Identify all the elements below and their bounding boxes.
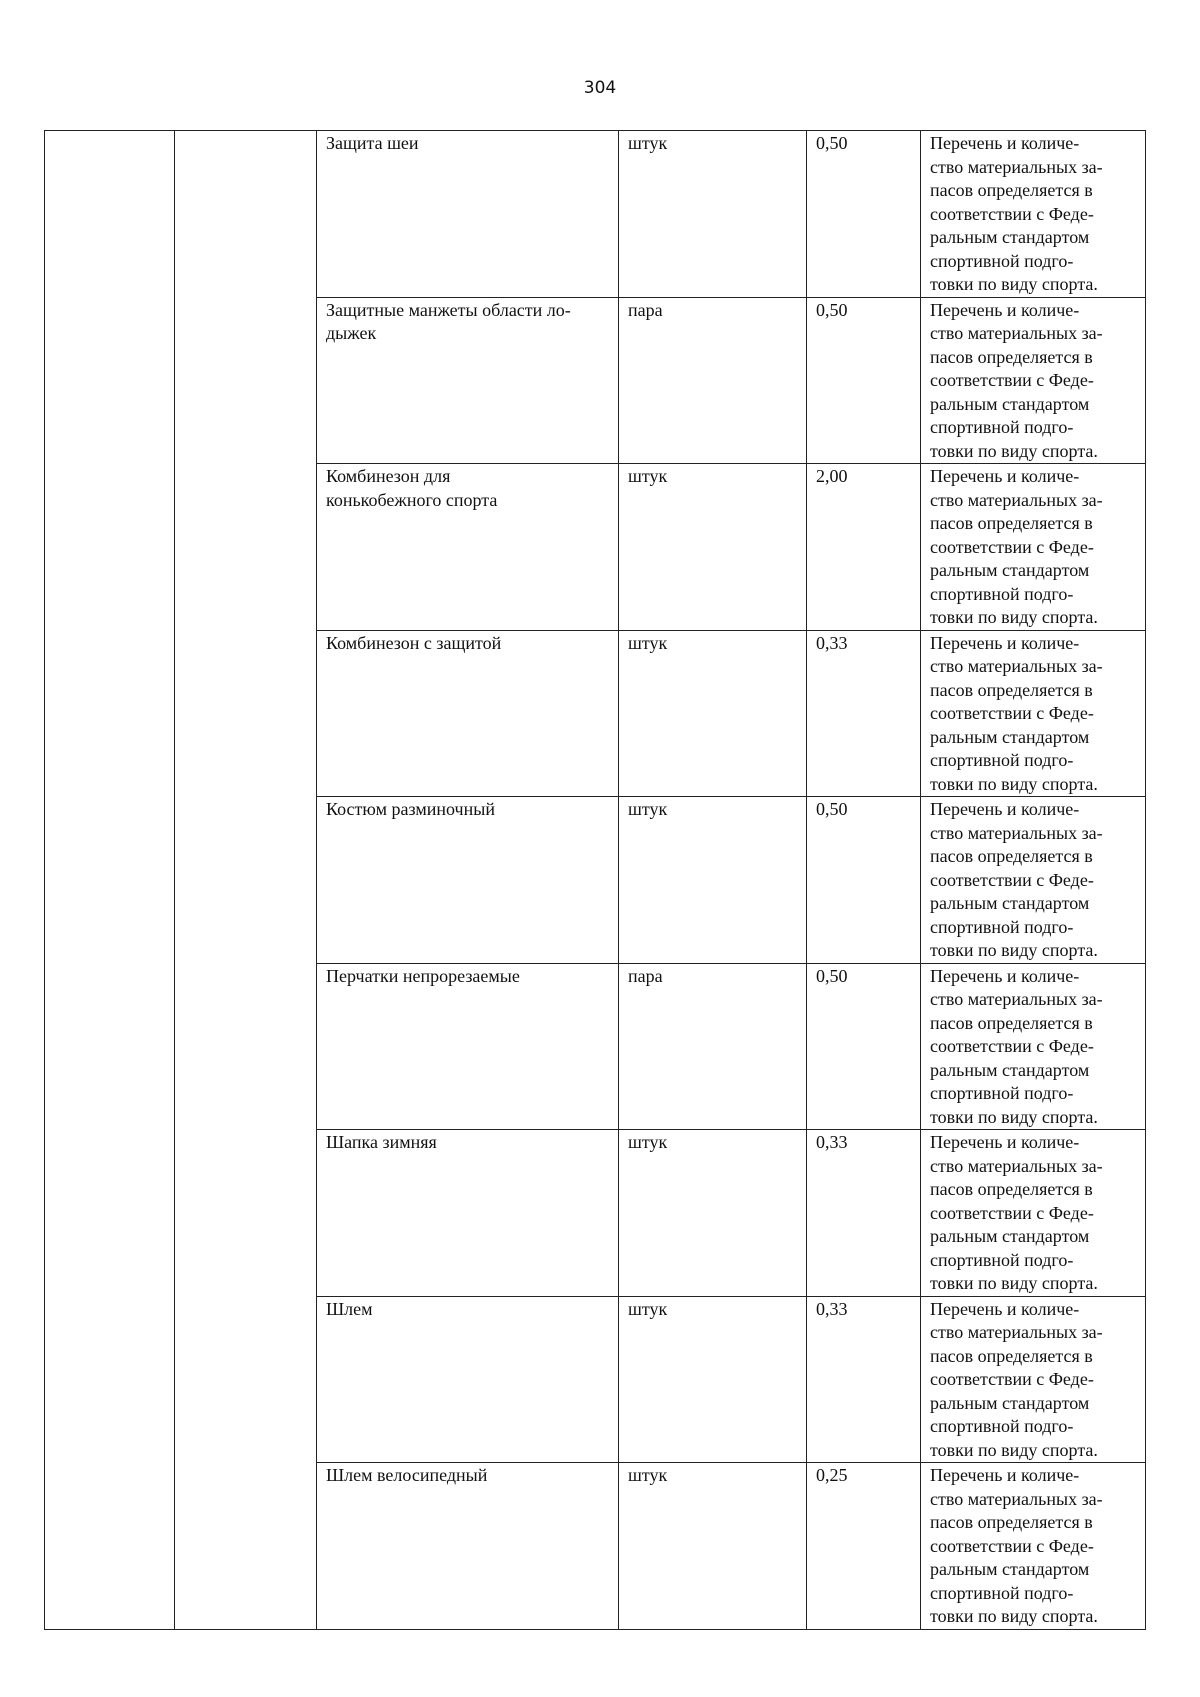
item-name-line: Защитные манжеты области ло- <box>326 299 571 320</box>
note-line: ральным стандартом <box>930 893 1090 913</box>
note-line: Перечень и количе- <box>930 133 1080 153</box>
quantity-cell: 0,33 <box>807 1296 921 1463</box>
note-line: товки по виду спорта. <box>930 1273 1098 1293</box>
table-body <box>45 131 1146 1630</box>
unit-cell: штук <box>619 630 807 797</box>
unit-cell: штук <box>619 1463 807 1630</box>
note-line: соответствии с Феде- <box>930 1036 1094 1056</box>
note-line: пасов определяется в <box>930 679 1093 700</box>
note-line: спортивной подго- <box>930 1416 1074 1436</box>
unit-cell: штук <box>619 464 807 631</box>
item-name-cell <box>317 131 619 298</box>
note-line: спортивной подго- <box>930 583 1074 604</box>
note-line: ство материальных за- <box>930 1155 1103 1176</box>
item-name-cell <box>317 1296 619 1463</box>
note-line: спортивной подго- <box>930 1083 1074 1103</box>
note-line: ство материальных за- <box>930 323 1103 343</box>
item-name-line: конькобежного спорта <box>326 489 498 510</box>
note-line: спортивной подго- <box>930 250 1074 271</box>
quantity-cell: 0,50 <box>807 797 921 964</box>
note-cell <box>921 297 1146 464</box>
item-name-cell <box>317 1130 619 1297</box>
item-name-cell <box>317 464 619 631</box>
note-cell <box>921 1463 1146 1630</box>
note-line: соответствии с Феде- <box>930 703 1094 723</box>
note-line: пасов определяется в <box>930 846 1093 866</box>
note-line: товки по виду спорта. <box>930 607 1098 627</box>
empty-merged-cell-a <box>45 131 175 1630</box>
note-line: соответствии с Феде- <box>930 869 1094 890</box>
item-name-line: Костюм разминочный <box>326 799 495 819</box>
note-line: пасов определяется в <box>930 346 1093 367</box>
item-name-line: Шлем велосипедный <box>326 1465 488 1485</box>
item-name-line: Шапка зимняя <box>326 1132 437 1152</box>
note-cell <box>921 963 1146 1130</box>
quantity-cell: 0,50 <box>807 131 921 298</box>
unit-cell: штук <box>619 797 807 964</box>
note-line: соответствии с Феде- <box>930 1202 1094 1223</box>
note-cell <box>921 1130 1146 1297</box>
note-line: Перечень и количе- <box>930 1132 1080 1152</box>
item-name-line: Перчатки непрорезаемые <box>326 965 520 986</box>
note-line: ство материальных за- <box>930 822 1103 843</box>
note-line: Перечень и количе- <box>930 1298 1080 1319</box>
note-line: товки по виду спорта. <box>930 940 1098 960</box>
note-line: Перечень и количе- <box>930 632 1080 653</box>
quantity-cell: 0,33 <box>807 630 921 797</box>
unit-cell: штук <box>619 1130 807 1297</box>
note-line: соответствии с Феде- <box>930 1535 1094 1556</box>
note-line: пасов определяется в <box>930 1012 1093 1033</box>
empty-merged-cell-b <box>175 131 317 1630</box>
page-number: 304 <box>583 78 617 98</box>
note-line: спортивной подго- <box>930 1249 1074 1270</box>
item-name-cell <box>317 630 619 797</box>
note-line: Перечень и количе- <box>930 965 1080 986</box>
note-line: ральным стандартом <box>930 1059 1090 1080</box>
note-line: товки по виду спорта. <box>930 1606 1098 1626</box>
quantity-cell: 2,00 <box>807 464 921 631</box>
note-line: Перечень и количе- <box>930 799 1080 819</box>
item-name-cell <box>317 797 619 964</box>
note-cell <box>921 797 1146 964</box>
item-name-line: Комбинезон для <box>326 466 451 486</box>
quantity-cell: 0,25 <box>807 1463 921 1630</box>
item-name-line: Защита шеи <box>326 133 419 153</box>
note-line: пасов определяется в <box>930 1512 1093 1532</box>
note-line: спортивной подго- <box>930 1582 1074 1603</box>
note-line: товки по виду спорта. <box>930 1106 1098 1127</box>
item-name-line: дыжек <box>326 323 377 343</box>
note-line: товки по виду спорта. <box>930 773 1098 794</box>
note-line: спортивной подго- <box>930 750 1074 770</box>
item-name-cell <box>317 297 619 464</box>
note-line: ство материальных за- <box>930 156 1103 177</box>
note-line: Перечень и количе- <box>930 1465 1080 1485</box>
note-line: пасов определяется в <box>930 1179 1093 1199</box>
note-line: пасов определяется в <box>930 1345 1093 1366</box>
item-name-line: Шлем <box>326 1298 373 1319</box>
equipment-table <box>44 130 1146 1630</box>
note-line: ство материальных за- <box>930 1322 1103 1342</box>
note-line: ральным стандартом <box>930 227 1090 247</box>
note-line: ство материальных за- <box>930 989 1103 1009</box>
unit-cell: пара <box>619 297 807 464</box>
note-line: товки по виду спорта. <box>930 440 1098 461</box>
quantity-cell: 0,50 <box>807 963 921 1130</box>
note-line: товки по виду спорта. <box>930 274 1098 294</box>
item-name-cell <box>317 963 619 1130</box>
note-cell <box>921 464 1146 631</box>
note-cell <box>921 1296 1146 1463</box>
note-line: ральным стандартом <box>930 726 1090 747</box>
item-name-cell <box>317 1463 619 1630</box>
quantity-cell: 0,33 <box>807 1130 921 1297</box>
note-line: соответствии с Феде- <box>930 203 1094 224</box>
table-row <box>45 131 1146 298</box>
note-line: товки по виду спорта. <box>930 1439 1098 1460</box>
note-line: пасов определяется в <box>930 513 1093 533</box>
note-line: ство материальных за- <box>930 489 1103 510</box>
note-line: Перечень и количе- <box>930 299 1080 320</box>
note-line: ральным стандартом <box>930 393 1090 414</box>
note-line: соответствии с Феде- <box>930 1369 1094 1389</box>
item-name-line: Комбинезон с защитой <box>326 632 502 653</box>
note-line: ральным стандартом <box>930 1559 1090 1579</box>
unit-cell: штук <box>619 131 807 298</box>
note-line: Перечень и количе- <box>930 466 1080 486</box>
note-line: спортивной подго- <box>930 916 1074 937</box>
note-line: ство материальных за- <box>930 656 1103 676</box>
quantity-cell: 0,50 <box>807 297 921 464</box>
note-line: соответствии с Феде- <box>930 370 1094 390</box>
note-line: ство материальных за- <box>930 1488 1103 1509</box>
note-line: ральным стандартом <box>930 560 1090 580</box>
note-cell <box>921 131 1146 298</box>
note-line: ральным стандартом <box>930 1392 1090 1413</box>
unit-cell: пара <box>619 963 807 1130</box>
note-line: ральным стандартом <box>930 1226 1090 1246</box>
note-line: пасов определяется в <box>930 180 1093 200</box>
note-line: соответствии с Феде- <box>930 536 1094 557</box>
note-cell <box>921 630 1146 797</box>
unit-cell: штук <box>619 1296 807 1463</box>
note-line: спортивной подго- <box>930 417 1074 437</box>
